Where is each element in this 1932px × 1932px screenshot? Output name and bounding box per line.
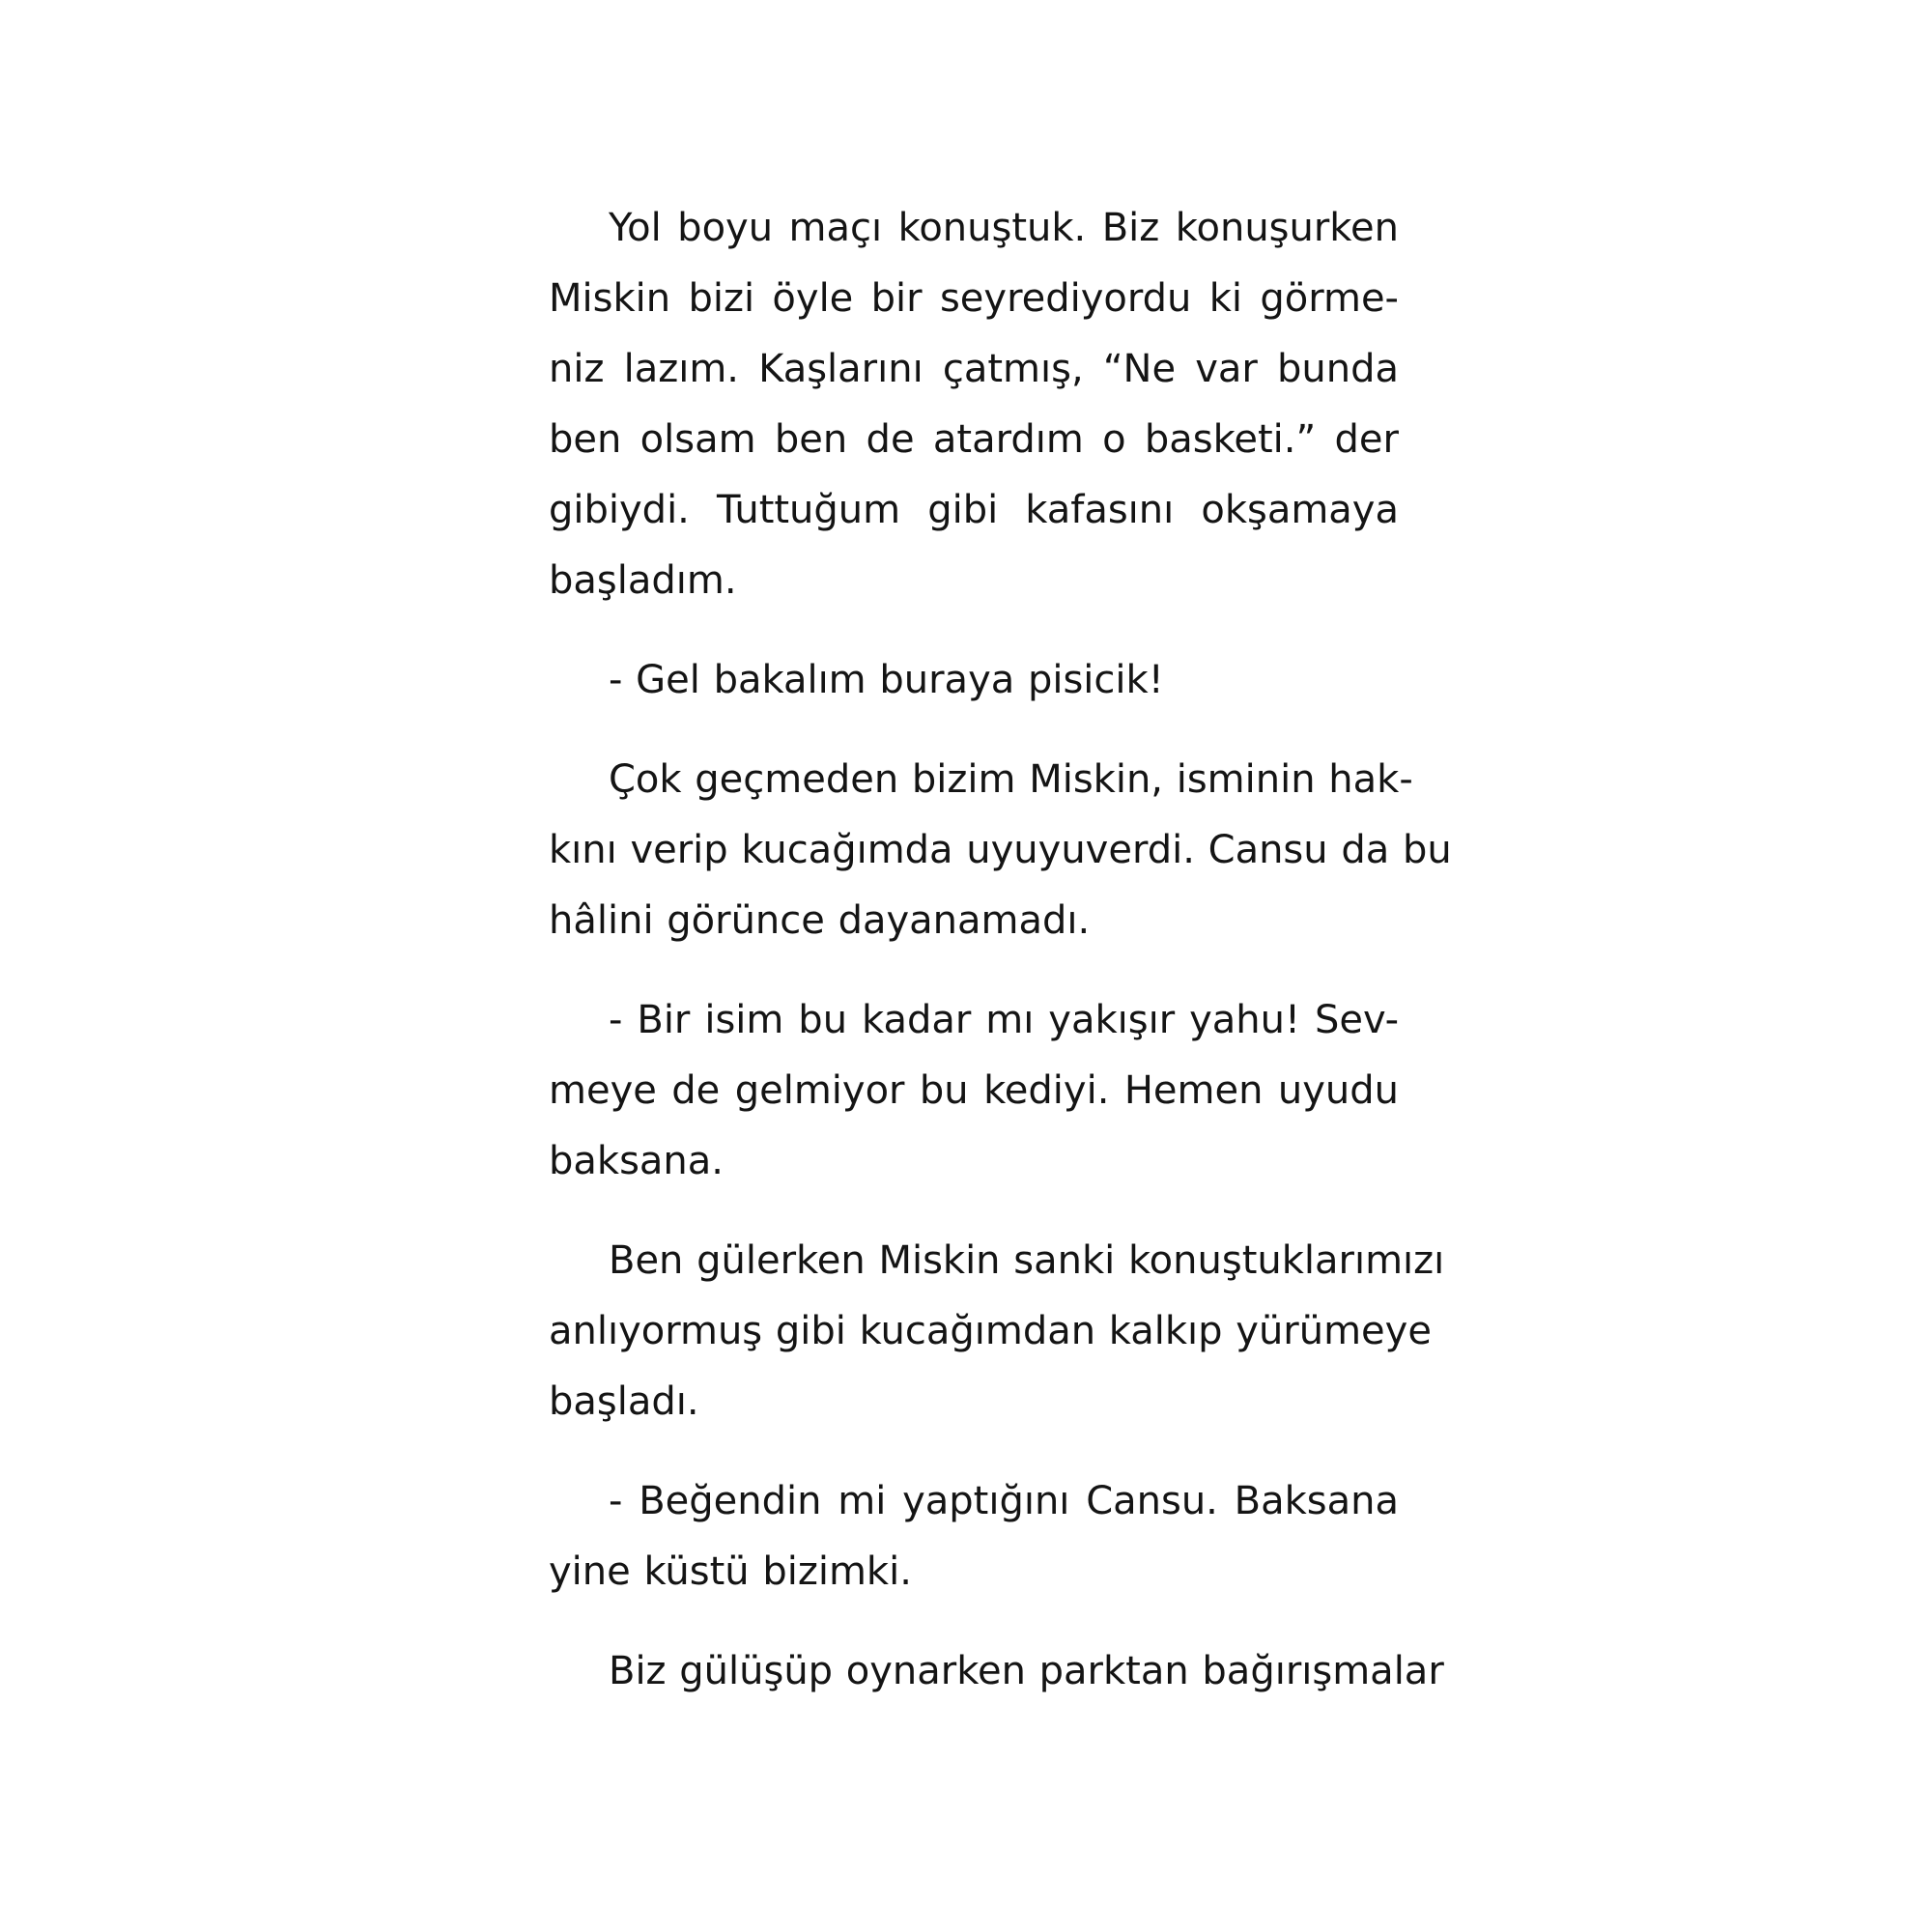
story-text <box>549 193 1452 1707</box>
text-line: anlıyormuş gibi kucağımdan kalkıp yürümeye <box>549 1309 1432 1353</box>
text-line: başladı. <box>549 1379 699 1424</box>
paragraph-1 <box>549 193 1399 616</box>
text-line: Ben gülerken Miskin sanki konuştuklarımızı <box>609 1238 1445 1283</box>
paragraph-3 <box>549 745 1452 956</box>
paragraph-2 <box>549 645 1399 716</box>
paragraph-6 <box>549 1466 1399 1607</box>
text-line: - Beğendin mi yaptığını Cansu. Baksana <box>609 1479 1399 1523</box>
text-line: meye de gelmiyor bu kediyi. Hemen uyudu <box>549 1068 1399 1113</box>
text-line: kını verip kucağımda uyuyuverdi. Cansu da bu <box>549 828 1452 872</box>
text-line: baksana. <box>549 1139 724 1183</box>
text-line: Çok geçmeden bizim Miskin, isminin hak- <box>609 757 1413 802</box>
text-line: hâlini görünce dayanamadı. <box>549 898 1091 943</box>
text-line: başladım. <box>549 558 737 603</box>
text-line: gibiydi. Tuttuğum gibi kafasını okşamaya <box>549 488 1399 532</box>
text-line: - Gel bakalım buraya pisicik! <box>609 658 1164 702</box>
text-line: Miskin bizi öyle bir seyrediyordu ki görme- <box>549 276 1399 321</box>
text-line: Yol boyu maçı konuştuk. Biz konuşurken <box>609 206 1399 250</box>
text-line: ben olsam ben de atardım o basketi.” der <box>549 417 1399 462</box>
paragraph-4 <box>549 985 1399 1197</box>
text-line: - Bir isim bu kadar mı yakışır yahu! Sev- <box>609 998 1399 1042</box>
paragraph-5 <box>549 1226 1445 1437</box>
text-line: niz lazım. Kaşlarını çatmış, “Ne var bunda <box>549 347 1399 391</box>
text-line: Biz gülüşüp oynarken parktan bağırışmalar <box>609 1649 1444 1693</box>
paragraph-7 <box>549 1636 1444 1707</box>
text-line: yine küstü bizimki. <box>549 1549 912 1594</box>
